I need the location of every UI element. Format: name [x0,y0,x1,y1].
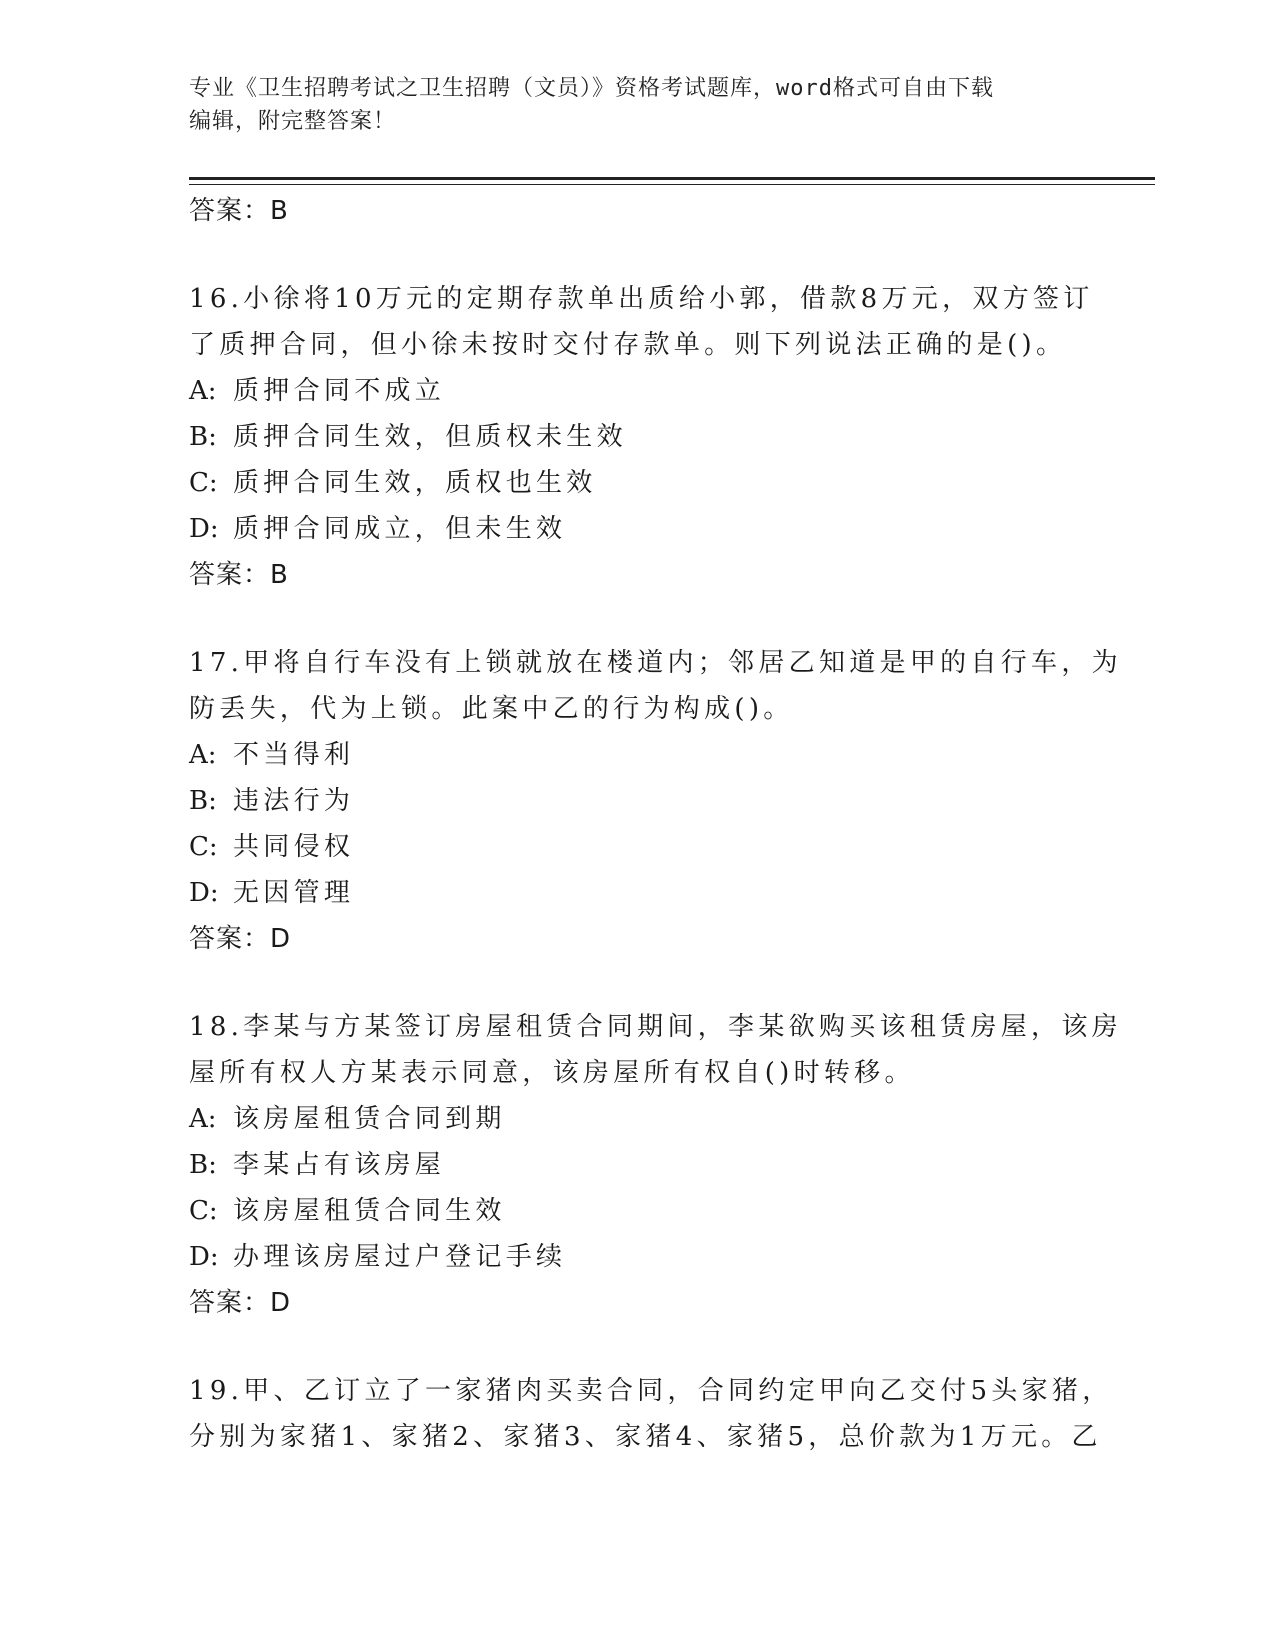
option-a [189,732,1089,778]
option-letter: A: [189,376,217,406]
option-c [189,1188,1089,1234]
option-b [189,414,1089,460]
option-letter: D: [189,1242,219,1272]
option-a [189,1096,1089,1142]
option-letter: C: [189,1196,218,1226]
question-19 [189,1368,1113,1460]
option-d [189,506,1089,552]
option-text: 该房屋租赁合同生效 [233,1196,506,1226]
document-header [189,72,1089,138]
option-letter: A: [189,1104,217,1134]
option-text: 无因管理 [233,878,355,908]
option-d [189,1234,1089,1280]
question-16 [189,276,1094,598]
question-text-line: 了质押合同，但小徐未按时交付存款单。则下列说法正确的是()。 [189,330,1067,360]
option-letter: C: [189,468,218,498]
question-text-line: 防丢失，代为上锁。此案中乙的行为构成()。 [189,694,794,724]
option-letter: D: [189,878,219,908]
answer-line: 答案：D [189,924,292,954]
header-line-1: 专业《卫生招聘考试之卫生招聘（文员）》资格考试题库，word格式可自由下载 [189,76,994,101]
question-18 [189,1004,1122,1326]
option-c [189,824,1089,870]
option-text: 该房屋租赁合同到期 [233,1104,506,1134]
option-b [189,778,1089,824]
option-text: 质押合同不成立 [233,376,446,406]
answer-line: 答案：D [189,1288,292,1318]
question-text-line: 屋所有权人方某表示同意，该房屋所有权自()时转移。 [189,1058,915,1088]
option-letter: B: [189,1150,217,1180]
option-text: 办理该房屋过户登记手续 [233,1242,567,1272]
option-text: 李某占有该房屋 [233,1150,446,1180]
header-line-2: 编辑，附完整答案！ [189,109,397,134]
question-17 [189,640,1122,962]
option-text: 质押合同成立，但未生效 [233,514,567,544]
header-divider-thin [189,184,1155,185]
option-b [189,1142,1089,1188]
question-list [189,188,1122,1460]
option-letter: C: [189,832,218,862]
question-text-line: 19.甲、乙订立了一家猪肉买卖合同，合同约定甲向乙交付5头家猪， [189,1376,1113,1406]
option-d [189,870,1089,916]
question-text-line: 18.李某与方某签订房屋租赁合同期间，李某欲购买该租赁房屋，该房 [189,1012,1122,1042]
question-text-line: 16.小徐将10万元的定期存款单出质给小郭，借款8万元，双方签订 [189,284,1094,314]
option-c [189,460,1089,506]
option-text: 共同侵权 [233,832,355,862]
option-text: 质押合同生效，但质权未生效 [233,422,627,452]
option-a [189,368,1089,414]
option-letter: B: [189,786,217,816]
option-text: 质押合同生效，质权也生效 [233,468,597,498]
answer-line: 答案：B [189,560,289,590]
option-letter: A: [189,740,217,770]
option-letter: B: [189,422,217,452]
answer-line: 答案：B [189,196,289,226]
header-divider [189,177,1155,180]
option-letter: D: [189,514,219,544]
question-text-line: 分别为家猪1、家猪2、家猪3、家猪4、家猪5，总价款为1万元。乙 [189,1422,1102,1452]
question-text-line: 17.甲将自行车没有上锁就放在楼道内；邻居乙知道是甲的自行车，为 [189,648,1122,678]
option-text: 不当得利 [233,740,355,770]
option-text: 违法行为 [233,786,355,816]
